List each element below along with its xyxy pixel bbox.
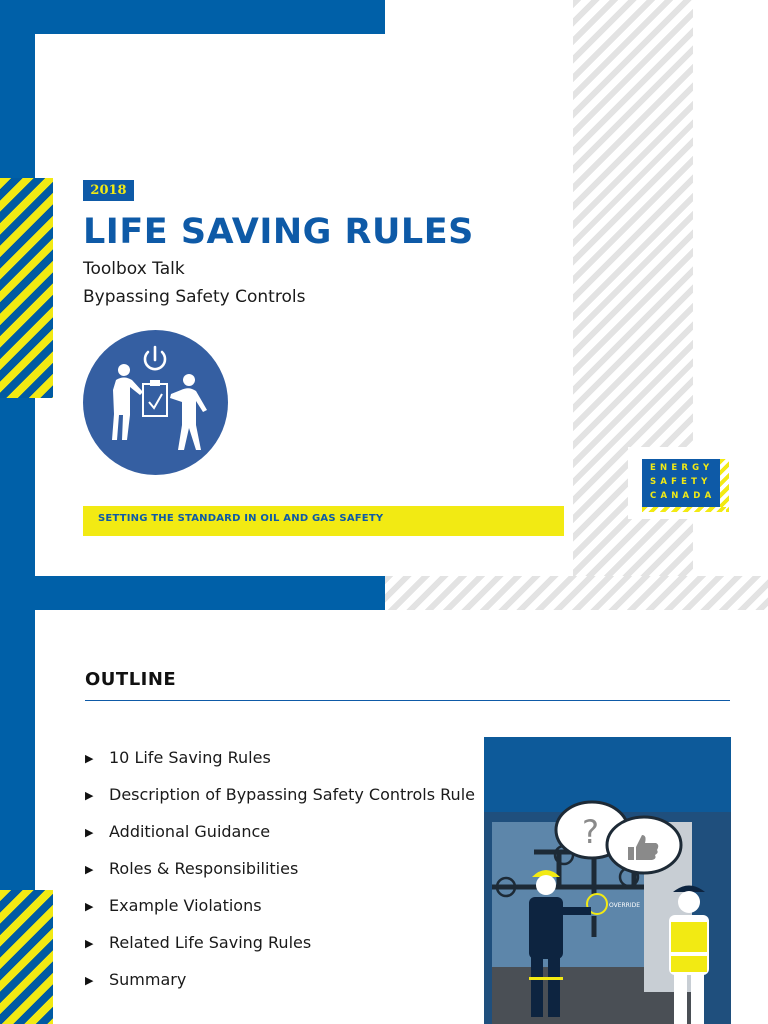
logo-text-safety: SAFETY: [650, 477, 712, 487]
logo-text-canada: CANADA: [650, 491, 716, 501]
outline-item: [85, 933, 475, 970]
outline-item-label: Roles & Responsibilities: [109, 859, 299, 878]
hazard-stripe-decoration: [0, 178, 53, 398]
triangle-bullet-icon: ▶: [85, 974, 94, 987]
outline-divider: [85, 700, 730, 701]
outline-item-label: Summary: [109, 970, 187, 989]
year-badge: 2018: [83, 180, 134, 201]
cover-subtitle-rule: Bypassing Safety Controls: [83, 287, 306, 307]
outline-item: [85, 896, 475, 933]
logo-text-energy: ENERGY: [650, 463, 714, 473]
outline-item: [85, 785, 475, 822]
question-mark: ?: [582, 813, 599, 851]
cover-subtitle-toolbox: Toolbox Talk: [83, 259, 185, 279]
override-label: OVERRIDE: [609, 902, 641, 909]
triangle-bullet-icon: ▶: [85, 937, 94, 950]
outline-item-label: Example Violations: [109, 896, 262, 915]
triangle-bullet-icon: ▶: [85, 863, 94, 876]
outline-hazard-stripe-decoration: [0, 890, 53, 1024]
outline-item: [85, 748, 475, 785]
cover-top-blue-band: [0, 0, 385, 34]
outline-item-label: Additional Guidance: [109, 822, 271, 841]
triangle-bullet-icon: ▶: [85, 789, 94, 802]
tagline: SETTING THE STANDARD IN OIL AND GAS SAFETY: [98, 513, 384, 524]
outline-item: [85, 970, 475, 1007]
outline-item: [85, 822, 475, 859]
triangle-bullet-icon: ▶: [85, 826, 94, 839]
logo-stripe-right: [720, 459, 729, 512]
outline-title: OUTLINE: [85, 669, 177, 690]
outline-top-blue-band: [0, 576, 385, 610]
logo-stripe-bottom: [642, 507, 726, 512]
bypassing-safety-controls-icon: [83, 330, 228, 475]
outline-list: [85, 748, 475, 1007]
outline-diagonal-stripe-pattern: [385, 576, 768, 610]
triangle-bullet-icon: ▶: [85, 900, 94, 913]
outline-item-label: Related Life Saving Rules: [109, 933, 312, 952]
outline-item-label: Description of Bypassing Safety Controls Rule: [109, 785, 475, 804]
workers-illustration: [484, 737, 731, 1024]
outline-item-label: 10 Life Saving Rules: [109, 748, 271, 767]
outline-item: [85, 859, 475, 896]
cover-title: LIFE SAVING RULES: [83, 212, 474, 252]
triangle-bullet-icon: ▶: [85, 752, 94, 765]
